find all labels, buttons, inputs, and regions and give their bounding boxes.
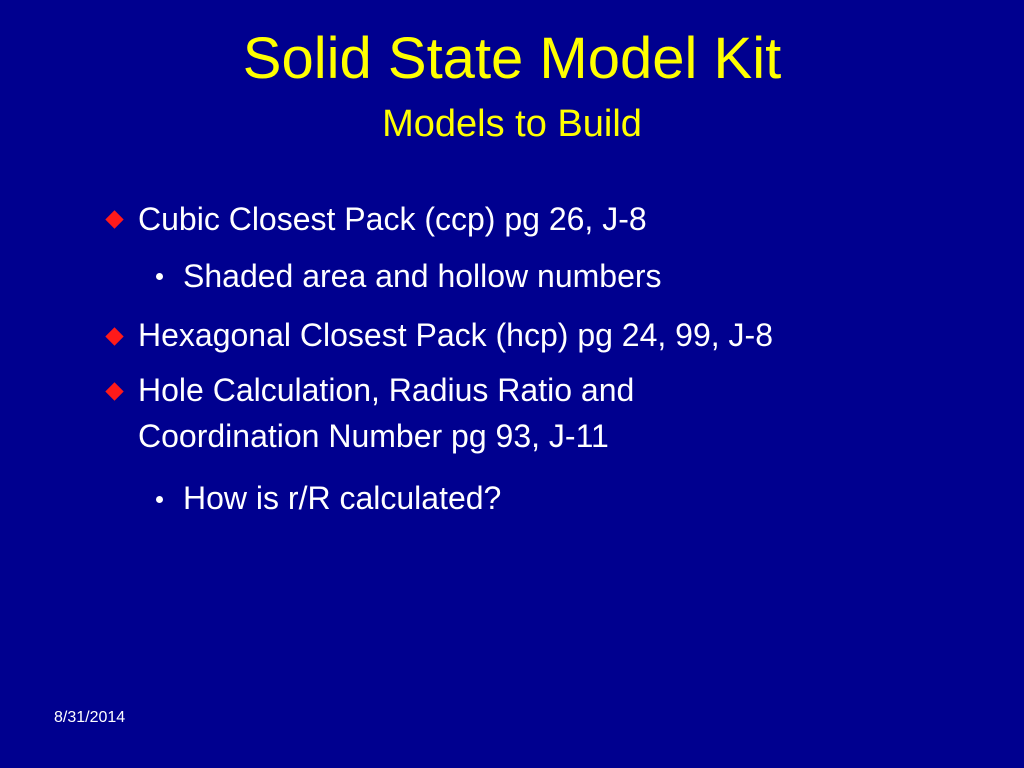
sub-bullet-item [183,475,1003,521]
sub-bullet-item [183,253,1003,299]
sub-bullet-text: How is r/R calculated? [183,480,502,516]
slide-title: Solid State Model Kit [242,26,782,91]
white-dot-icon [156,496,163,503]
bullet-text: Hexagonal Closest Pack (hcp) pg 24, 99, J-8 [138,317,773,353]
bullet-text: Cubic Closest Pack (ccp) pg 26, J-8 [138,201,647,237]
red-diamond-icon [105,327,123,345]
red-diamond-icon [105,382,123,400]
white-dot-icon [156,273,163,280]
red-diamond-icon [105,210,123,228]
bullet-text: Hole Calculation, Radius Ratio and [138,372,635,408]
bullet-item [138,312,998,358]
slide-subtitle: Models to Build [382,103,642,145]
bullet-text-continuation: Coordination Number pg 93, J-11 [138,418,609,454]
sub-bullet-text: Shaded area and hollow numbers [183,258,662,294]
footer-date: 8/31/2014 [54,709,126,726]
bullet-item [138,367,998,459]
bullet-item [138,196,998,242]
